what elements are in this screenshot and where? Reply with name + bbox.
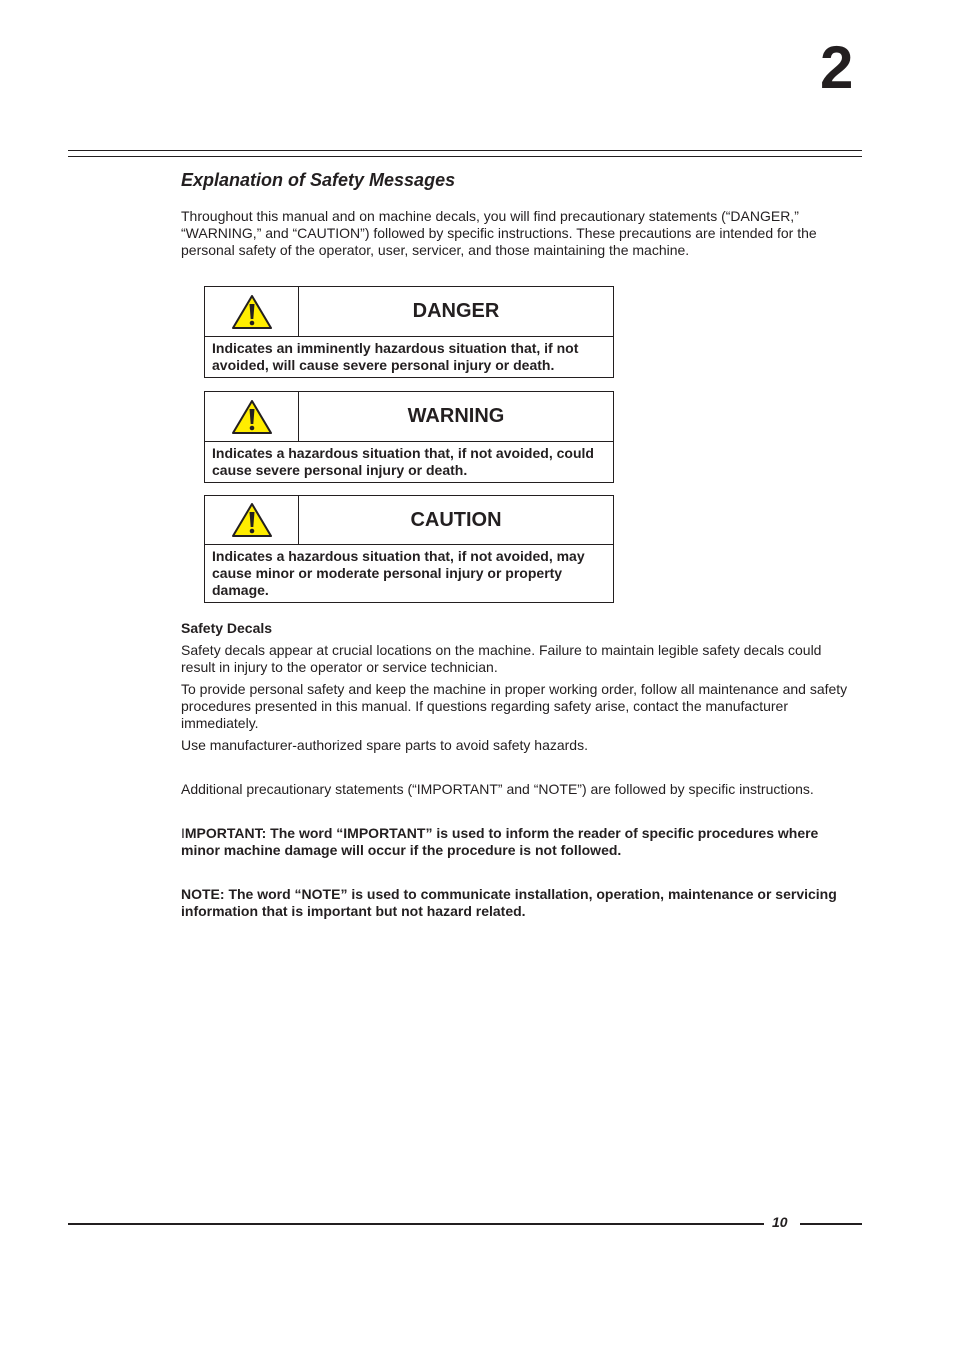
warning-triangle-icon	[205, 496, 299, 544]
additional-statements-paragraph: Additional precautionary statements (“IMPORTANT” and “NOTE”) are followed by specific instructions.	[181, 781, 814, 797]
warning-description: Indicates a hazardous situation that, if not avoided, could cause severe personal injury or death.	[212, 445, 594, 478]
footer-rule	[68, 1223, 764, 1225]
important-text: MPORTANT: The word “IMPORTANT” is used to inform the reader of specific procedures where minor machine damage will occur if the procedure is not followed.	[181, 825, 819, 858]
header-rule	[68, 150, 862, 157]
danger-description: Indicates an imminently hazardous situation that, if not avoided, will cause severe personal injury or death.	[212, 340, 579, 373]
danger-label: DANGER	[412, 300, 500, 322]
note-paragraph: NOTE: The word “NOTE” is used to communicate installation, operation, maintenance or servicing information that is important but not hazard related.	[181, 886, 837, 919]
warning-triangle-icon	[205, 392, 299, 441]
safety-decals-heading: Safety Decals	[181, 620, 273, 636]
warning-triangle-icon	[205, 287, 299, 336]
warning-label: WARNING	[407, 405, 505, 427]
safety-decals-paragraph: Safety decals appear at crucial locations on the machine. Failure to maintain legible safety decals could result in injury to the operator or service technician.	[181, 642, 822, 675]
safety-decals-paragraph: Use manufacturer-authorized spare parts to avoid safety hazards.	[181, 737, 588, 753]
important-paragraph	[181, 825, 861, 859]
caution-label: CAUTION	[410, 508, 502, 531]
important-first-letter: I	[181, 825, 185, 841]
chapter-number: 2	[820, 34, 854, 101]
intro-paragraph: Throughout this manual and on machine decals, you will find precautionary statements (“DANGER,” “WARNING,” and “CAUTION”) followed by specific instructions. These precautions are intended for the personal safety of the operator, user, servicer, and those maintaining the machine.	[181, 208, 817, 258]
safety-decals-paragraph: To provide personal safety and keep the machine in proper working order, follow all maintenance and safety procedures presented in this manual. If questions regarding safety arise, contact the manufacturer immediately.	[181, 681, 848, 731]
section-title: Explanation of Safety Messages	[181, 170, 456, 190]
danger-box	[204, 286, 614, 378]
caution-box	[204, 495, 614, 603]
warning-box	[204, 391, 614, 483]
footer-rule-end	[800, 1223, 862, 1225]
page-number: 10	[772, 1214, 788, 1230]
caution-description: Indicates a hazardous situation that, if not avoided, may cause minor or moderate personal injury or property damage.	[212, 548, 585, 598]
